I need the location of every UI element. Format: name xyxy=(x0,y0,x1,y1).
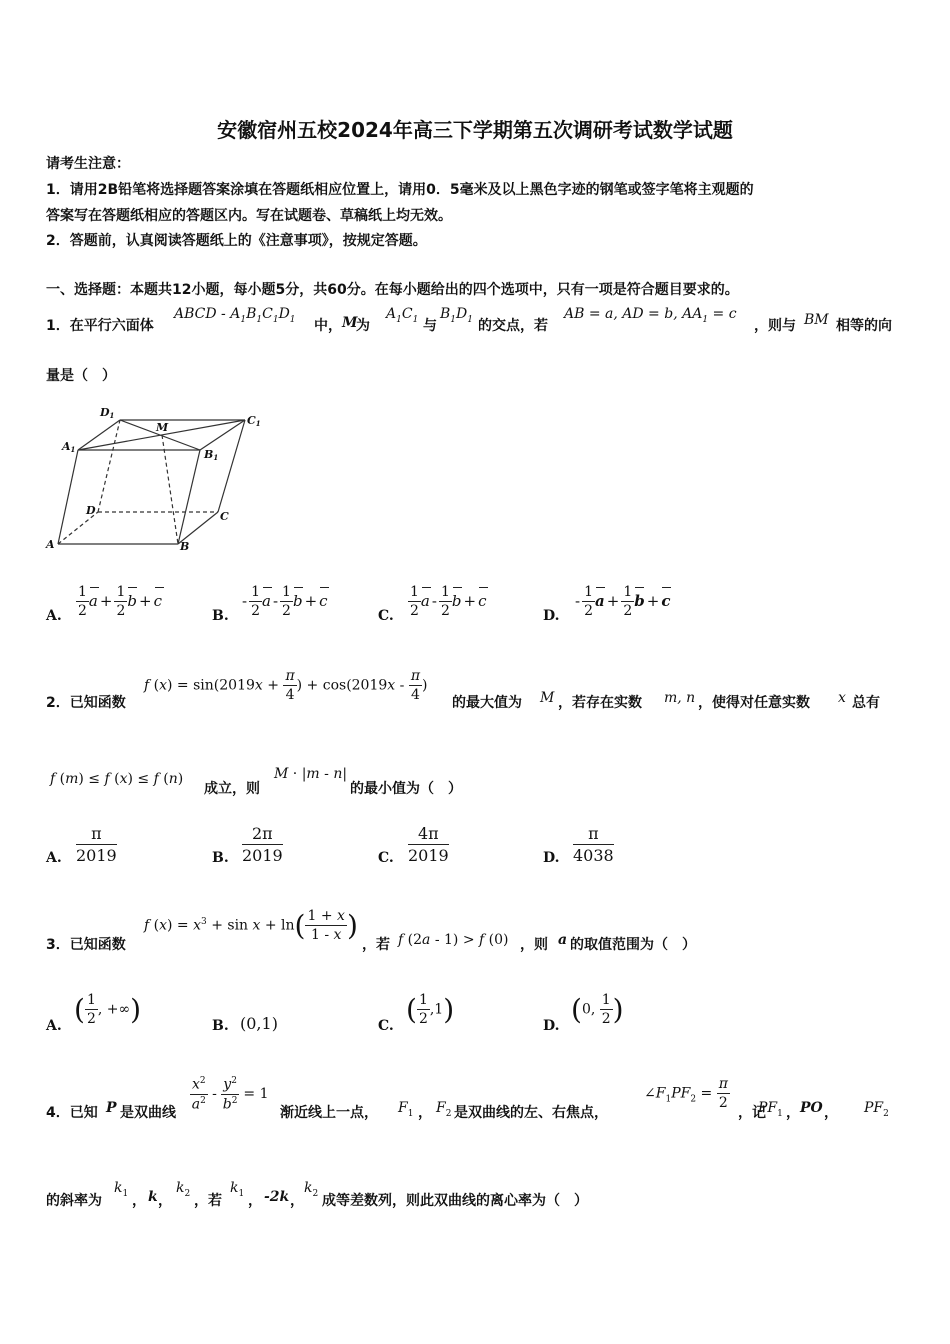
q2-text-1: 2．已知函数 xyxy=(46,695,126,711)
formula-mn: m, n xyxy=(664,690,696,706)
q4-text-8: 成等差数列，则此双曲线的离心率为（ ） xyxy=(322,1193,588,1209)
q2-d-num: π xyxy=(573,824,614,845)
q2-a-num: π xyxy=(76,824,117,845)
q2-c-den: 2019 xyxy=(408,846,449,865)
notice-line-3: 2．答题前，认真阅读答题纸上的《注意事项》，按规定答题。 xyxy=(46,233,427,249)
formula-q3-condition: f (2a - 1) > f (0) xyxy=(398,932,509,948)
question-2-line-2 xyxy=(50,766,650,796)
q3-text-3: ，则 xyxy=(520,937,548,953)
formula-inequality: f (m) ≤ f (x) ≤ f (n) xyxy=(50,771,184,787)
formula-k2-a: $k_2$ xyxy=(176,1180,191,1199)
q1-line-2: 量是（ ） xyxy=(46,368,116,384)
segment-bm xyxy=(162,435,178,544)
q3-text-1: 3．已知函数 xyxy=(46,937,126,953)
label-d1: D1 xyxy=(100,406,115,420)
q4-neg2k: -2k xyxy=(264,1189,290,1205)
q2-b-num: 2π xyxy=(242,824,283,845)
formula-q2-function: f (x) = sin(2019x + $\frac{\pi}{4}$ ) + cos(2019x - $\frac{\pi}{4}$ ) xyxy=(144,668,428,703)
formula-k1-b: $k_1$ xyxy=(230,1180,245,1199)
q2-text-4: ，使得对任意实数 xyxy=(698,695,810,711)
q1-text-7: 相等的向 xyxy=(836,318,892,334)
q4-text-5: ，记 xyxy=(738,1105,766,1121)
label-d: D xyxy=(86,504,96,517)
formula-hyperbola: $\frac{x^2}{a^2}$ - $\frac{y^2}{b^2}$ = 1 xyxy=(191,1076,269,1113)
q1-point-m: M xyxy=(342,315,358,331)
label-b1: B1 xyxy=(204,448,219,462)
q1-text-4: 与 xyxy=(423,318,437,334)
parallelepiped-figure xyxy=(40,402,270,562)
notice-line-2: 答案写在答题纸相应的答题区内。写在试题卷、草稿纸上均无效。 xyxy=(46,208,452,224)
q1-text-3: 为 xyxy=(356,318,370,334)
formula-k1-a: $k_1$ xyxy=(114,1180,129,1199)
q4-text-1: 4．已知 xyxy=(46,1105,98,1121)
formula-pf2: $PF_2$ xyxy=(864,1100,889,1119)
q3-text-4: 的取值范围为（ ） xyxy=(570,937,696,953)
q4-k: k xyxy=(148,1189,158,1205)
label-c: C xyxy=(220,510,229,523)
label-b: B xyxy=(180,540,190,553)
q4-text-7: ，若 xyxy=(194,1193,222,1209)
q2-text-7: 的最小值为（ ） xyxy=(350,781,462,797)
label-a: A xyxy=(46,538,55,551)
formula-parallelepiped: ABCD - $A_1B_1C_1D_1$ xyxy=(174,306,296,325)
q4-po: PO xyxy=(800,1100,823,1116)
q1-text-2: 中， xyxy=(314,318,342,334)
formula-m-abs: M · |m - n| xyxy=(274,766,348,782)
formula-pf1: $PF_1$ xyxy=(758,1100,783,1119)
formula-k2-b: $k_2$ xyxy=(304,1180,319,1199)
label-c1: C1 xyxy=(247,414,261,428)
q1-text-6: ，则与 xyxy=(754,318,796,334)
edge-bb1 xyxy=(178,450,200,544)
q1-text-1: 1．在平行六面体 xyxy=(46,318,154,334)
q3-text-2: ，若 xyxy=(362,937,390,953)
q2-text-6: 成立，则 xyxy=(204,781,260,797)
q4-text-4: 是双曲线的左、右焦点， xyxy=(454,1105,608,1121)
label-a1: A1 xyxy=(62,440,76,454)
label-m: M xyxy=(156,421,169,434)
formula-x: x xyxy=(838,690,846,706)
question-2-stem xyxy=(46,668,926,718)
q2-a-den: 2019 xyxy=(76,846,117,865)
formula-bm: BM xyxy=(804,312,829,328)
question-4-line-2: 的斜率为 $k_1$ ， k ， $k_2$ ，若 $k_1$ ， -2k ， $k_2$ 成等差数列，则此双曲线的离心率为（ ） xyxy=(46,1180,588,1209)
edge-a1d1 xyxy=(78,420,120,450)
formula-a1c1: $A_1C_1$ xyxy=(386,306,419,325)
q2-d-den: 4038 xyxy=(573,846,614,865)
question-4-stem: 4．已知 P 是双曲线 $\frac{x^2}{a^2}$ - $\frac{y^2}{b^2}$ = 1 渐近线上一点， $F_1$ ， $F_2$ 是双曲线的左、右焦点， $\angle F_1PF_2$ = $\frac{\pi}{2}$ ，记 $PF_1$ ， PO ， $PF_2$ xyxy=(46,1076,936,1126)
q2-text-5: 总有 xyxy=(852,695,880,711)
section-heading: 一、选择题：本题共12小题，每小题5分，共60分。在每小题给出的四个选项中，只有一项是符合题目要求的。 xyxy=(46,282,739,298)
q4-text-2: 是双曲线 xyxy=(120,1105,176,1121)
q2-text-2: 的最大值为 xyxy=(452,695,522,711)
notice-line-1: 1．请用2B铅笔将选择题答案涂填在答题纸相应位置上，请用0．5毫米及以上黑色字迹的钢笔或签字笔将主观题的 xyxy=(46,182,754,198)
notice-heading: 请考生注意： xyxy=(46,156,130,172)
formula-angle: $\angle F_1PF_2$ = $\frac{\pi}{2}$ xyxy=(644,1076,728,1111)
q2-c-num: 4π xyxy=(408,824,449,845)
formula-q3-function: f $(x) = x^3 + \sin x + \ln$( $\frac{1 + x}{1 - x}$ ) xyxy=(144,908,358,943)
q4-point-p: P xyxy=(106,1100,117,1116)
q4-text-3: 渐近线上一点， xyxy=(280,1105,378,1121)
q3-variable-a: a xyxy=(558,932,568,948)
q1-text-5: 的交点，若 xyxy=(478,318,548,334)
q2-text-3: ，若存在实数 xyxy=(558,695,642,711)
q4-text-6: 的斜率为 xyxy=(46,1193,102,1209)
formula-b1d1: $B_1D_1$ xyxy=(440,306,473,325)
formula-vectors: AB = a, AD = b, $AA_1 = c$ xyxy=(564,306,737,325)
edge-cc1 xyxy=(218,420,245,512)
question-1-stem xyxy=(46,306,926,336)
q2-b-den: 2019 xyxy=(242,846,283,865)
page-title: 安徽宿州五校2024年高三下学期第五次调研考试数学试题 xyxy=(217,118,733,142)
formula-m-max: M xyxy=(540,690,555,706)
question-3-stem xyxy=(46,908,926,958)
formula-foci: $F_1$ ， $F_2$ xyxy=(398,1100,452,1121)
